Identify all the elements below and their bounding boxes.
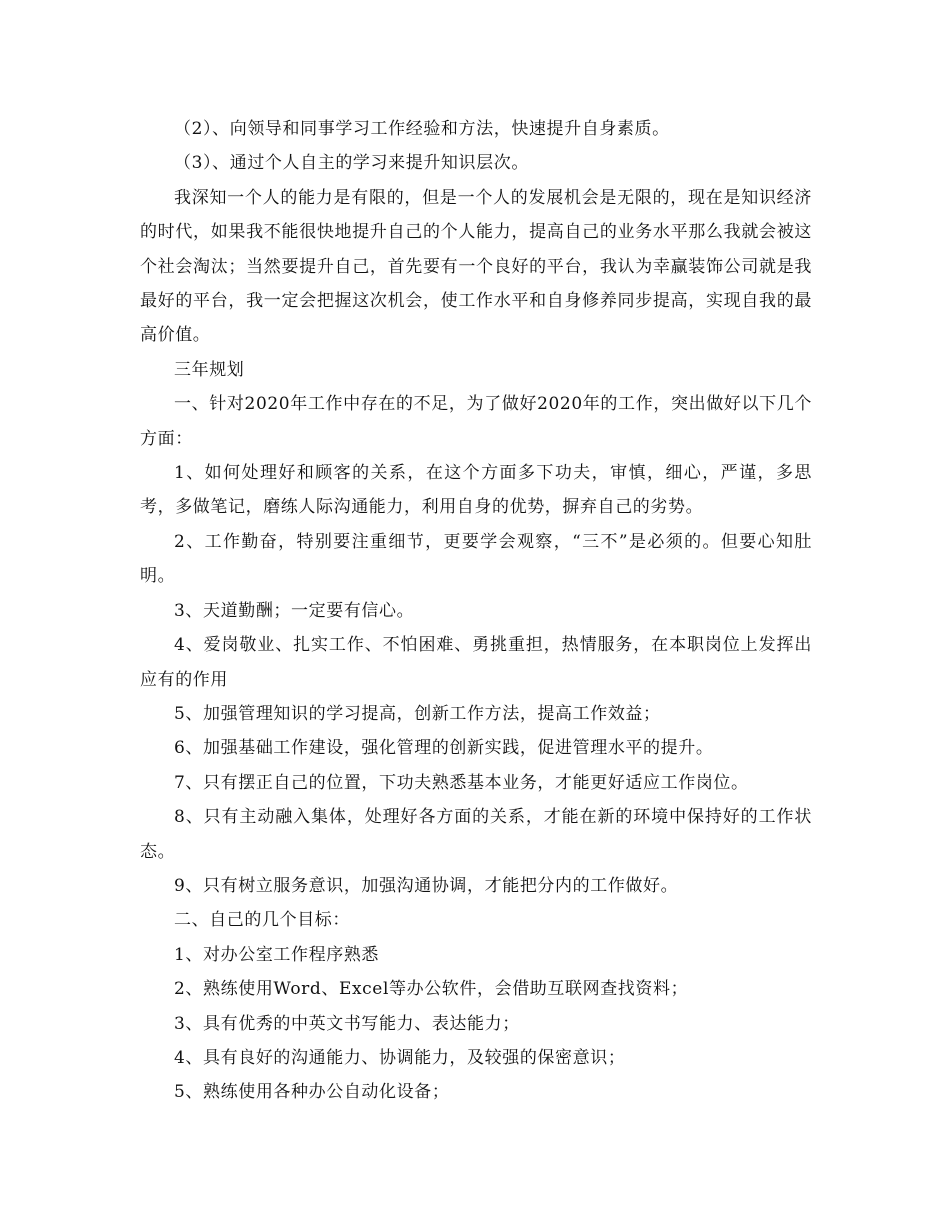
paragraph: （3）、通过个人自主的学习来提升知识层次。 (174, 153, 529, 174)
section-heading: 二、自己的几个目标： (174, 910, 350, 931)
section-heading: 三年规划 (174, 359, 245, 380)
list-item: 3、具有优秀的中英文书写能力、表达能力； (174, 1013, 520, 1034)
list-item: 9、只有树立服务意识，加强沟通协调，才能把分内的工作做好。 (174, 875, 679, 896)
list-item: 8、只有主动融入集体，处理好各方面的关系，才能在新的环境中保持好的工作状态。 (140, 807, 812, 862)
paragraph: 一、针对2020年工作中存在的不足，为了做好2020年的工作，突出做好以下几个方面： (140, 394, 812, 449)
list-item: 2、熟练使用Word、Excel等办公软件，会借助互联网查找资料； (174, 979, 689, 1000)
list-item: 6、加强基础工作建设，强化管理的创新实践，促进管理水平的提升。 (174, 738, 714, 759)
paragraph: 我深知一个人的能力是有限的，但是一个人的发展机会是无限的，现在是知识经济的时代，如果我不能很快地提升自己的个人能力，提高自己的业务水平那么我就会被这个社会淘汰；当然要提升自己，首先要有一个良好的平台，我认为幸赢装饰公司就是我最好的平台，我一定会把握这次机会，使工作水平和自身修养同步提高，实现自我的最高价值。 (140, 187, 812, 346)
list-item: 4、具有良好的沟通能力、协调能力，及较强的保密意识； (174, 1047, 626, 1068)
list-item: 7、只有摆正自己的位置，下功夫熟悉基本业务，才能更好适应工作岗位。 (174, 772, 749, 793)
list-item: 2、工作勤奋，特别要注重细节，更要学会观察，“三不”是必须的。但要心知肚明。 (140, 531, 812, 587)
list-item: 4、爱岗敬业、扎实工作、不怕困难、勇挑重担，热情服务，在本职岗位上发挥出应有的作用 (140, 635, 812, 690)
list-item: 3、天道勤酬；一定要有信心。 (174, 600, 415, 621)
list-item: 5、加强管理知识的学习提高，创新工作方法，提高工作效益； (174, 703, 661, 724)
list-item: 5、熟练使用各种办公自动化设备； (174, 1082, 450, 1103)
paragraph: （2）、向领导和同事学习工作经验和方法，快速提升自身素质。 (174, 119, 670, 139)
list-item: 1、对办公室工作程序熟悉 (174, 944, 380, 965)
list-item: 1、如何处理好和顾客的关系，在这个方面多下功夫，审慎，细心，严谨，多思考，多做笔记，磨练人际沟通能力，利用自身的优势，摒弃自己的劣势。 (140, 463, 812, 518)
document-body (140, 112, 812, 1110)
